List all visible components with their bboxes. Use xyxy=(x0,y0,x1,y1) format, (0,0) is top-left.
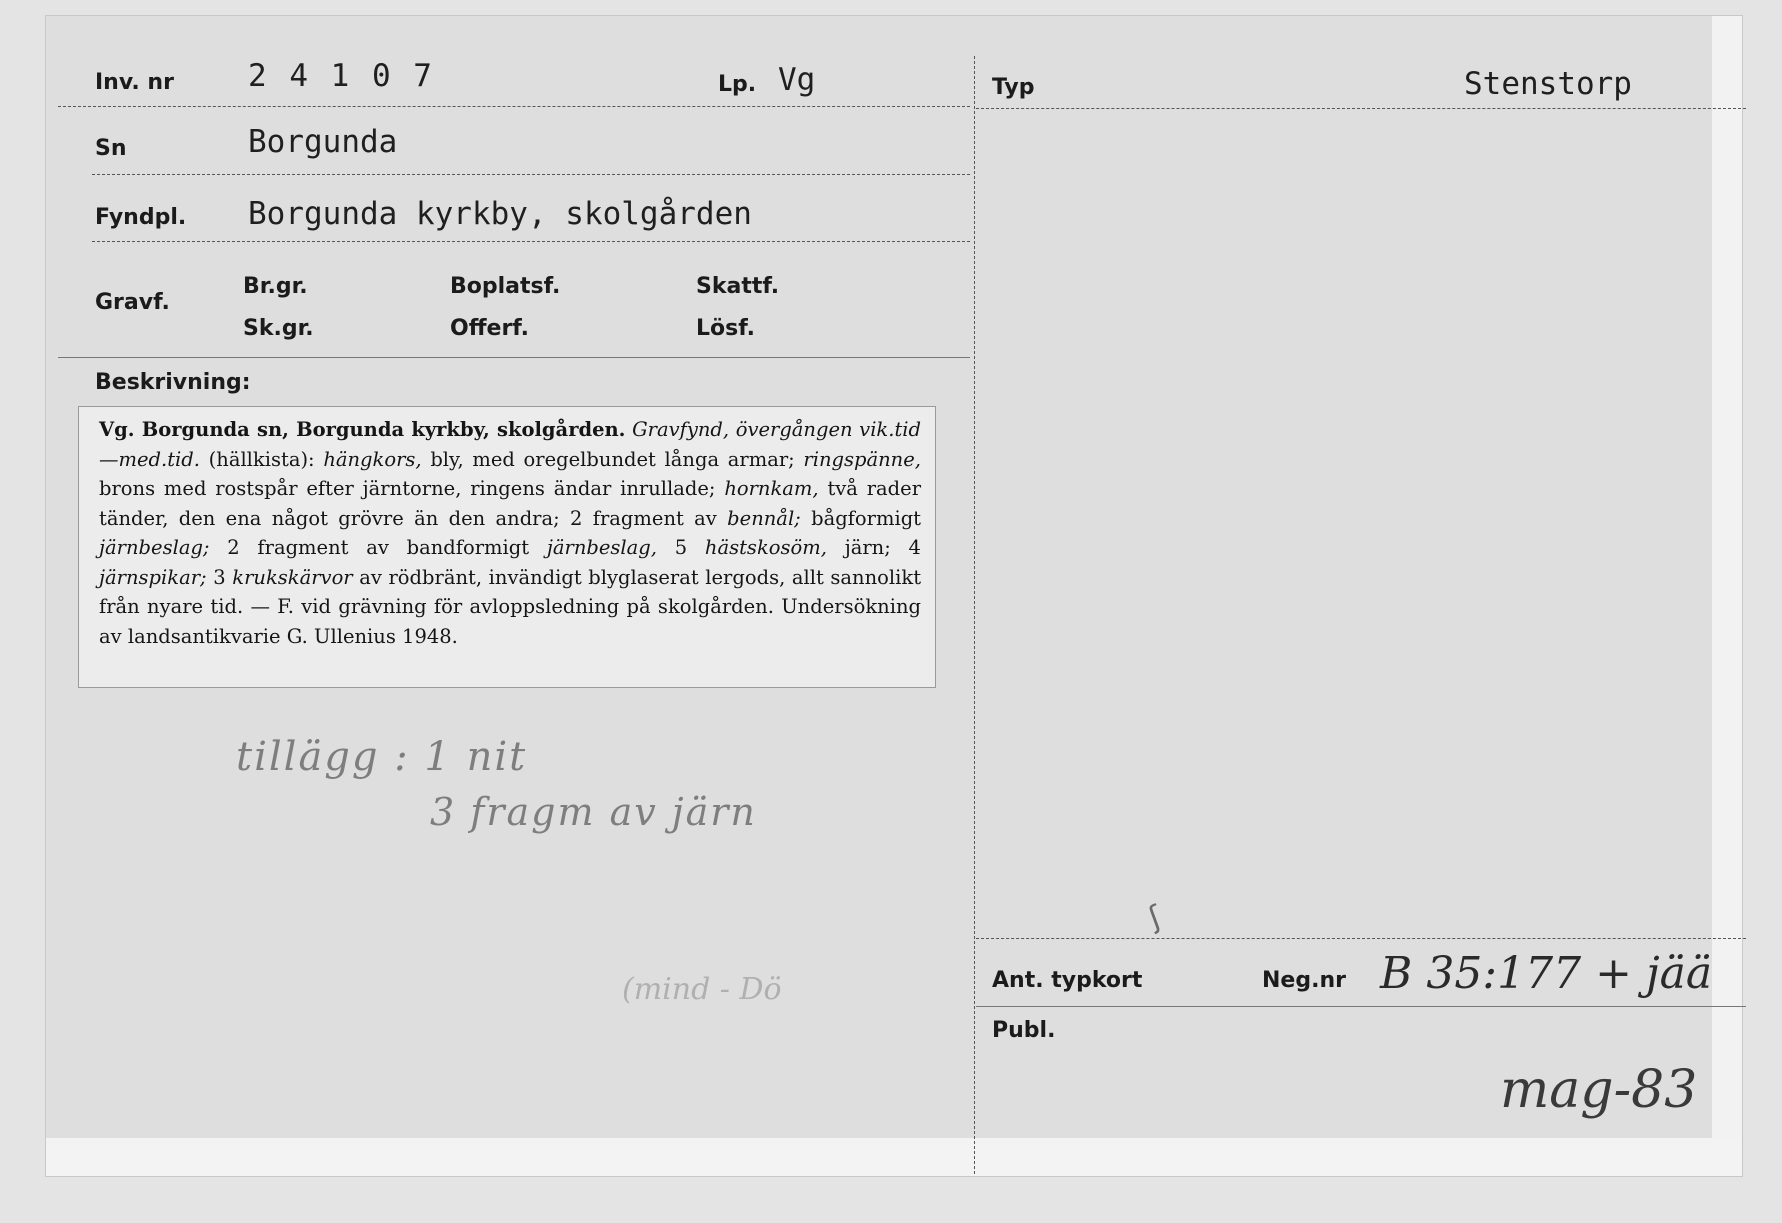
handwritten-mag-note: mag-83 xyxy=(1500,1060,1698,1120)
neg-nr-value: B 35:177 + jää xyxy=(1380,948,1713,999)
typ-value: Stenstorp xyxy=(1464,66,1632,102)
skattf-label: Skattf. xyxy=(696,274,780,299)
inv-nr-label: Inv. nr xyxy=(95,70,174,95)
ant-typkort-label: Ant. typkort xyxy=(992,968,1143,993)
divider-gravf xyxy=(58,357,970,358)
typ-label: Typ xyxy=(992,75,1035,100)
losf-label: Lösf. xyxy=(696,316,755,341)
lp-value: Vg xyxy=(778,62,816,98)
fyndpl-label: Fyndpl. xyxy=(95,205,187,230)
boplatsf-label: Boplatsf. xyxy=(450,274,561,299)
neg-nr-label: Neg.nr xyxy=(1262,968,1346,993)
sn-label: Sn xyxy=(95,136,127,161)
br-gr-label: Br.gr. xyxy=(243,274,308,299)
inv-nr-value: 2 4 1 0 7 xyxy=(248,58,434,94)
gravf-label: Gravf. xyxy=(95,290,170,315)
offerf-label: Offerf. xyxy=(450,316,530,341)
beskrivning-label: Beskrivning: xyxy=(95,370,251,395)
handwritten-addendum-line2: 3 fragm av järn xyxy=(430,790,757,834)
fyndpl-value: Borgunda kyrkby, skolgården xyxy=(248,196,752,232)
divider-typ xyxy=(976,108,1746,109)
pencil-mark: ʃ xyxy=(1144,899,1166,936)
description-clipping xyxy=(78,406,936,688)
divider-inv xyxy=(58,106,970,107)
faded-pencil-note: (mind - Dö xyxy=(622,972,782,1007)
handwritten-addendum-line1: tillägg : 1 nit xyxy=(236,734,528,780)
publ-label: Publ. xyxy=(992,1018,1056,1043)
description-text: Vg. Borgunda sn, Borgunda kyrkby, skolgården. Gravfynd, övergången vik.tid—med.tid. (hällkista): hängkors, bly, med oregelbundet långa armar; ringspänne, brons med rostspår efter järntorne, ringens ändar inrullade; hornkam, två rader tänder, den ena något grövre än den andra; 2 fragment av bennål; bågformigt järnbeslag; 2 fragment av bandformigt järnbeslag, 5 hästskosöm, järn; 4 järnspikar; 3 krukskärvor av rödbränt, invändigt blyglaserat lergods, allt sannolikt från nyare tid. — F. vid grävning för avloppsledning på skolgården. Undersökning av landsantikvarie G. Ullenius 1948. xyxy=(99,418,922,648)
column-divider xyxy=(974,56,975,1174)
sn-value: Borgunda xyxy=(248,124,398,160)
divider-fyndpl xyxy=(92,241,970,242)
card-edge-bottom xyxy=(46,1138,1742,1176)
divider-sn xyxy=(92,174,970,175)
lp-label: Lp. xyxy=(718,72,757,97)
sk-gr-label: Sk.gr. xyxy=(243,316,314,341)
divider-neg-nr xyxy=(976,1006,1746,1007)
divider-ant-typkort xyxy=(976,938,1746,939)
card-edge-right xyxy=(1712,16,1742,1176)
